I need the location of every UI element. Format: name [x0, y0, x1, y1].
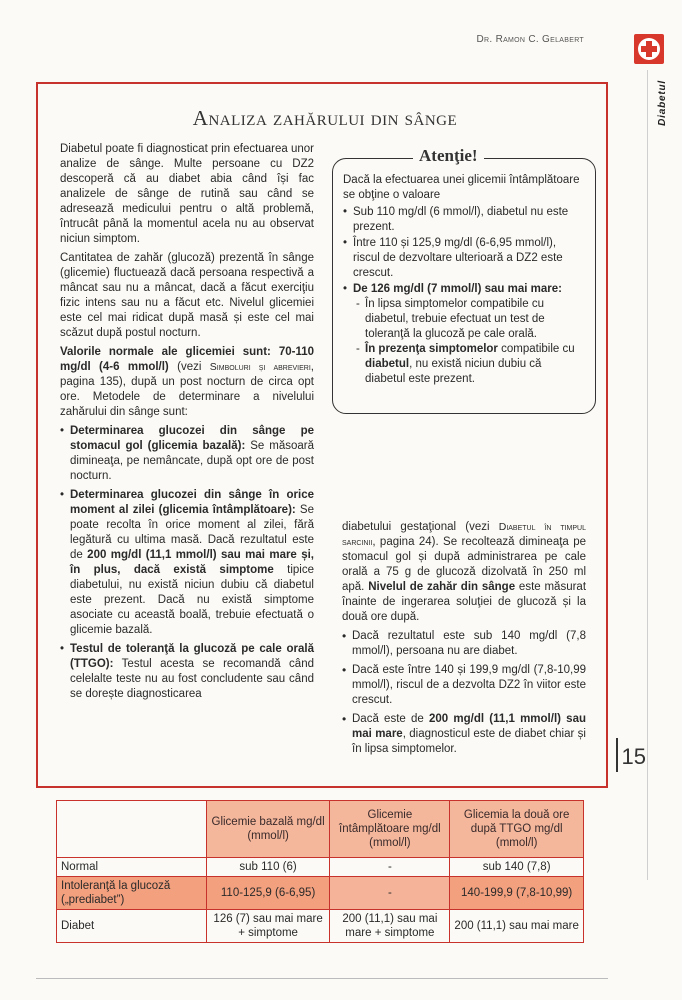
bold-text: Valorile normale ale glicemiei sunt: 70-110 mg/dl (4-6 mmol/l): [60, 346, 314, 373]
text: Se poate recolta în orice moment al zilei, fără legătură cu ultima masă. Dacă rezultatul este de: [70, 504, 314, 561]
text: diabetului gestaţional (vezi: [342, 521, 499, 533]
row-label: Normal: [57, 858, 207, 877]
right-column: [342, 520, 586, 761]
bold-text: 200 mg/dl (11,1 mmol/l) sau mai mare și, în plus, dacă există simptome: [70, 549, 314, 576]
text: , nu există niciun dubiu că diabetul este prezent.: [365, 358, 542, 385]
table-cell: sub 140 (7,8): [450, 858, 584, 877]
text: Testul acesta se recomandă când celelalte teste nu au fost concludente sau când se dorește diagnosticarea: [70, 658, 314, 700]
column-header: Glicemia la două ore după TTGO mg/dl (mmol/l): [450, 801, 584, 858]
method-list: [60, 424, 314, 702]
list-item: [342, 712, 586, 757]
table-row: [57, 910, 584, 943]
list-item: • Între 110 și 125,9 mg/dl (6-6,95 mmol/l), riscul de dezvoltare ulterioară a DZ2 este crescut.: [343, 236, 583, 281]
text: compatibile cu: [497, 343, 575, 355]
attention-title: Atenţie!: [413, 148, 484, 163]
table-cell: 110-125,9 (6-6,95): [206, 877, 330, 910]
section-tab: Diabetul: [657, 80, 668, 126]
text: , pagina 135), după un post nocturn de circa opt ore. Metodele de determinare a nivelului zahărului din sânge sunt:: [60, 361, 314, 418]
text: , diagnosticul este de diabet chiar și în lipsa simptomelor.: [352, 728, 586, 755]
text: Se măsoară dimineaţa, pe nemâncate, după opt ore de post nocturn.: [70, 440, 315, 482]
result-list: [342, 629, 586, 757]
bold-text: Nivelul de zahăr din sânge: [368, 581, 516, 593]
page-title: Analiza zahărului din sânge: [192, 106, 458, 130]
text: (vezi: [168, 361, 210, 373]
sub-item: - În lipsa simptomelor compatibile cu diabetul, trebuie efectuat un test de toleranţă la glucoză pe cale orală.: [353, 297, 583, 342]
bold-text: 200 mg/dl (11,1 mmol/l) sau mai mare: [352, 713, 586, 740]
cross-reference: Diabetul în timpul sarcinii: [342, 521, 586, 548]
table-header-row: [57, 801, 584, 858]
left-column: [60, 142, 314, 706]
text: este măsurat înainte de ingerarea soluţiei de glucoză și la două ore după.: [342, 581, 587, 623]
table-cell: 140-199,9 (7,8-10,99): [450, 877, 584, 910]
bold-text: În prezenţa simptomelor: [365, 343, 498, 355]
bold-text: Determinarea glucozei din sânge în orice moment al zilei (glicemia întâmplătoare):: [70, 489, 314, 516]
paragraph: Cantitatea de zahăr (glucoză) prezentă în sânge (glicemie) fluctuează dacă persoana respectivă a mâncat sau nu a mâncat, dacă a făcut exerciţiu fizic intens sau nu a făcut etc. Nivelul glicemiei este cel mai ridicat după masă și este cel mai scăzut după postul nocturn.: [60, 252, 314, 339]
list-item: [60, 488, 314, 638]
table-cell: 200 (11,1) sau mai mare: [450, 910, 584, 943]
table-row: [57, 877, 584, 910]
table-cell: -: [330, 877, 450, 910]
column-header: Glicemie bazală mg/dl (mmol/l): [206, 801, 330, 858]
list-item: [343, 282, 583, 387]
cross-reference: Simboluri și abrevieri: [209, 361, 311, 373]
table-cell: -: [330, 858, 450, 877]
bold-text: diabetul: [365, 358, 410, 370]
glycemia-table: [56, 800, 584, 943]
list-item: • Dacă este între 140 și 199,9 mg/dl (7,8-10,99 mmol/l), riscul de a dezvolta DZ2 în viitor este crescut.: [342, 663, 586, 708]
list-item: [60, 424, 314, 484]
column-header: Glicemie întâmplătoare mg/dl (mmol/l): [330, 801, 450, 858]
row-label: Intoleranţă la glucoză („prediabet”): [57, 877, 207, 910]
alert-list: [343, 205, 583, 387]
list-item: • Dacă rezultatul este sub 140 mg/dl (7,8 mmol/l), persoana nu are diabet.: [342, 629, 586, 659]
table-row: [57, 858, 584, 877]
paragraph: [60, 345, 314, 420]
alert-intro: Dacă la efectuarea unei glicemii întâmplătoare se obţine o valoare: [343, 174, 580, 201]
medical-cross-logo: [634, 34, 664, 64]
bold-text: Determinarea glucozei din sânge pe stomacul gol (glicemia bazală):: [70, 425, 314, 452]
margin-divider: [647, 70, 648, 880]
author-name: Dr. Ramon C. Gelabert: [476, 34, 584, 45]
bold-text: De 126 mg/dl (7 mmol/l) sau mai mare:: [353, 283, 562, 295]
bold-text: Testul de toleranţă la glucoză pe cale orală (TTGO):: [70, 643, 314, 670]
paragraph: [342, 520, 586, 625]
page-number-divider: [616, 738, 618, 772]
row-label: Diabet: [57, 910, 207, 943]
text: Dacă este de: [352, 713, 430, 725]
table-cell: 200 (11,1) sau mai mare + simptome: [330, 910, 450, 943]
text: tipice diabetului, nu există niciun dubiu că diabetul este prezent. Dacă nu există simptome asociate cu această boală, trebuie efectuată o glicemie bazală.: [70, 564, 314, 636]
table-corner: [57, 801, 207, 858]
sub-item: [353, 342, 583, 387]
footer-rule: [36, 978, 608, 979]
paragraph: Diabetul poate fi diagnosticat prin efectuarea unor analize de sânge. Multe persoane cu DZ2 descoperă că au diabet abia când își fac analizele de sânge de rutină sau când se adresează medicului pentru o altă problemă, întrucât până la momentul acela nu au observat niciun simptom.: [60, 143, 314, 245]
list-item: [60, 642, 314, 702]
text: , pagina 24). Se recoltează dimineaţa pe stomacul gol și după administrarea pe cale orală a 75 g de glucoză dizolvată în 250 ml apă.: [342, 536, 586, 593]
page-number: 15: [621, 744, 646, 769]
table-cell: 126 (7) sau mai mare + simptome: [206, 910, 330, 943]
list-item: • Sub 110 mg/dl (6 mmol/l), diabetul nu este prezent.: [343, 205, 583, 235]
table-cell: sub 110 (6): [206, 858, 330, 877]
attention-box: [332, 146, 596, 414]
